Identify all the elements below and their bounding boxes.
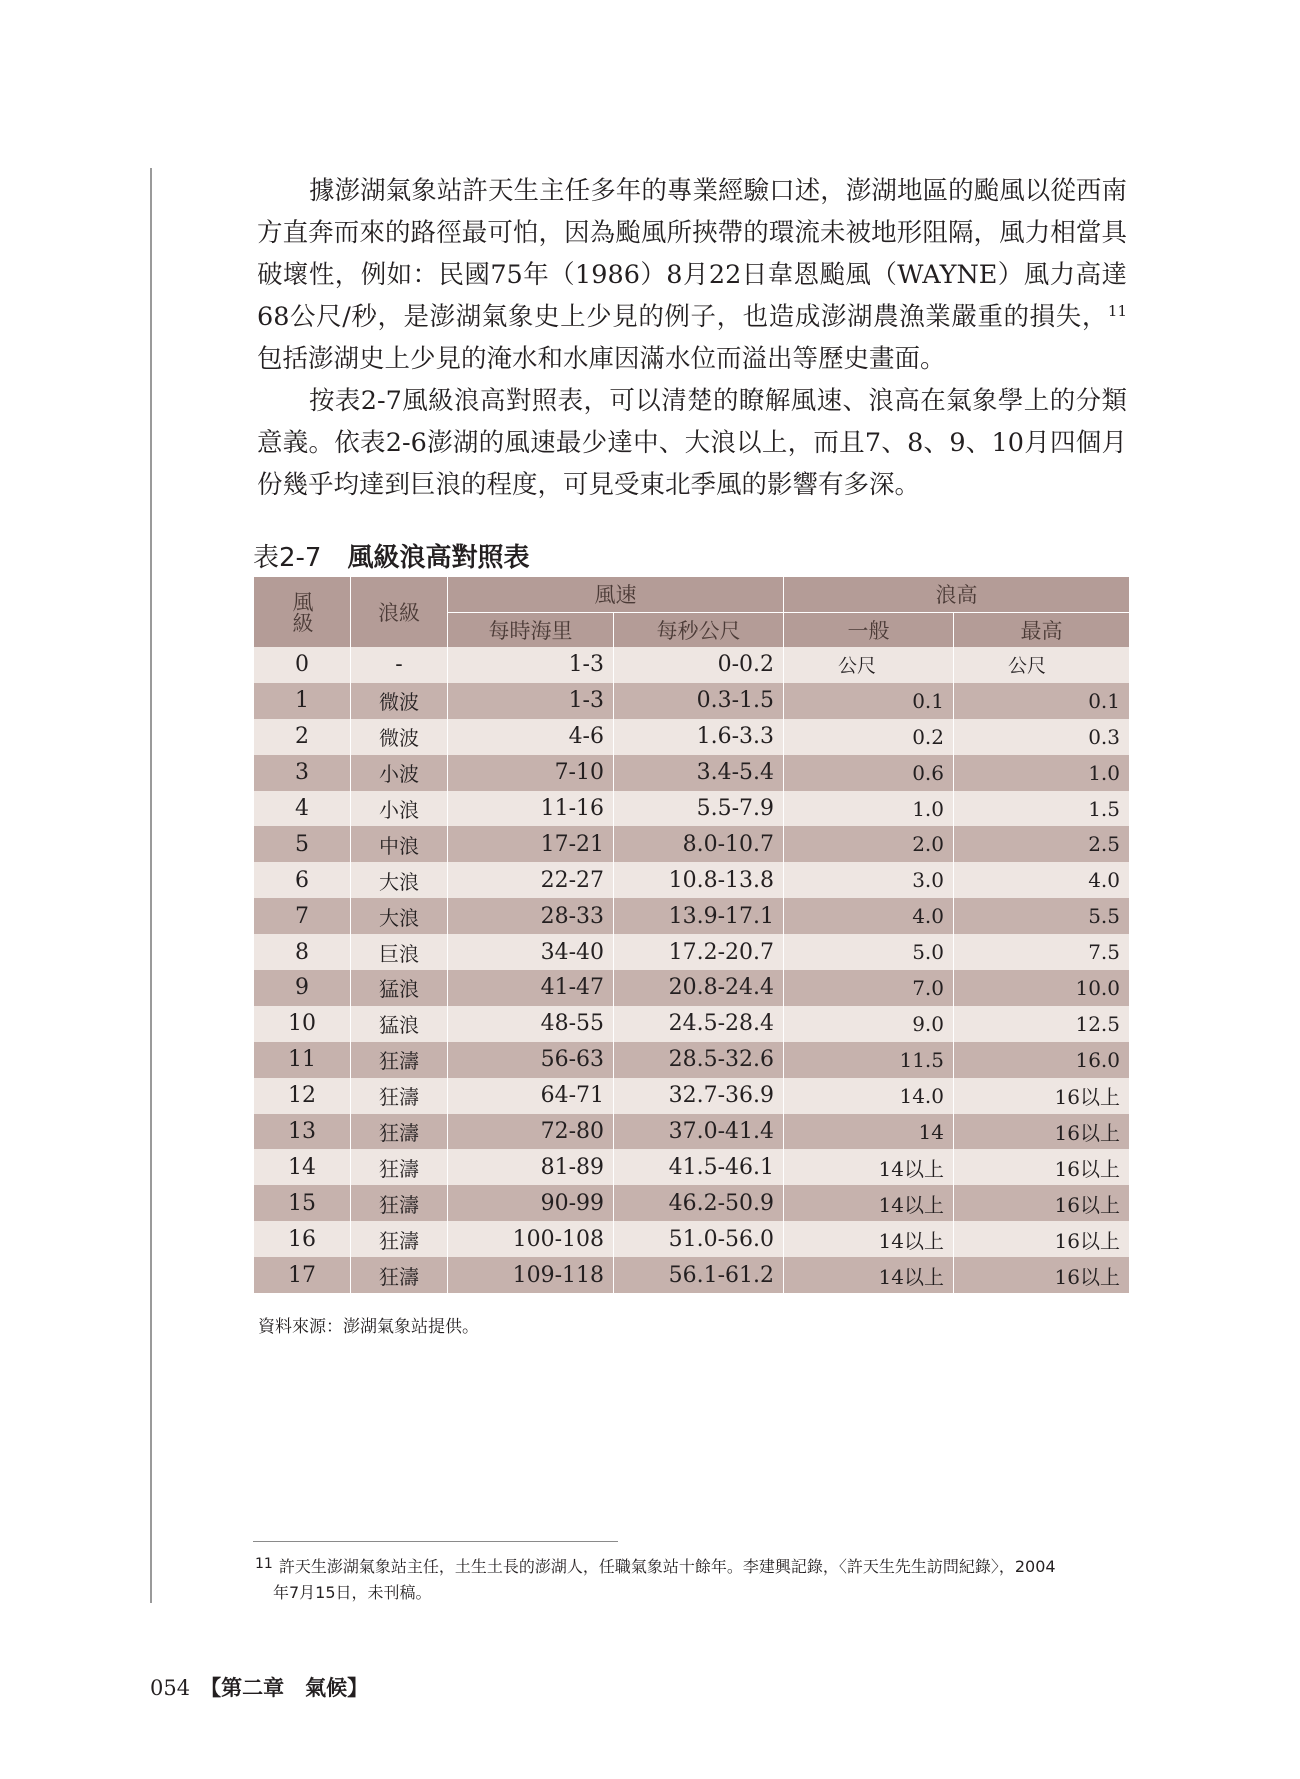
cell-wave-class: 微波 — [351, 719, 448, 755]
cell-mps: 13.9-17.1 — [614, 898, 784, 934]
footnote-ref[interactable]: 11 — [1107, 302, 1127, 320]
cell-max: 0.1 — [954, 683, 1130, 719]
cell-mps: 5.5-7.9 — [614, 791, 784, 827]
header-wind-speed: 風速 — [448, 577, 784, 612]
cell-knots: 17-21 — [448, 826, 614, 862]
cell-wave-class: 中浪 — [351, 826, 448, 862]
header-grade: 風級 — [254, 577, 351, 647]
cell-max: 16以上 — [954, 1149, 1130, 1185]
table-row — [254, 1185, 1130, 1221]
cell-grade: 13 — [254, 1114, 351, 1150]
chapter-label: 【第二章 氣候】 — [200, 1675, 369, 1700]
cell-grade: 12 — [254, 1078, 351, 1114]
cell-knots: 56-63 — [448, 1042, 614, 1078]
table-row — [254, 826, 1130, 862]
cell-knots: 81-89 — [448, 1149, 614, 1185]
cell-unit-max: 公尺 — [954, 647, 1130, 683]
cell-max: 16以上 — [954, 1221, 1130, 1257]
cell-normal: 14以上 — [784, 1149, 954, 1185]
header-mps: 每秒公尺 — [614, 612, 784, 647]
table-row — [254, 898, 1130, 934]
cell-grade: 4 — [254, 791, 351, 827]
cell-normal: 7.0 — [784, 970, 954, 1006]
cell-wave-class: 大浪 — [351, 862, 448, 898]
cell-normal: 0.6 — [784, 755, 954, 791]
cell-knots: 1-3 — [448, 683, 614, 719]
table-title: 風級浪高對照表 — [347, 543, 530, 573]
cell-mps: 17.2-20.7 — [614, 934, 784, 970]
cell-knots: 100-108 — [448, 1221, 614, 1257]
cell-mps: 0-0.2 — [614, 647, 784, 683]
cell-mps: 10.8-13.8 — [614, 862, 784, 898]
cell-grade: 10 — [254, 1006, 351, 1042]
table-row — [254, 1078, 1130, 1114]
cell-grade: 5 — [254, 826, 351, 862]
cell-normal: 0.2 — [784, 719, 954, 755]
table-row — [254, 755, 1130, 791]
cell-knots: 72-80 — [448, 1114, 614, 1150]
footnote — [255, 1551, 1135, 1606]
table-caption — [253, 537, 529, 574]
cell-mps: 0.3-1.5 — [614, 683, 784, 719]
cell-knots: 90-99 — [448, 1185, 614, 1221]
cell-mps: 28.5-32.6 — [614, 1042, 784, 1078]
cell-mps: 8.0-10.7 — [614, 826, 784, 862]
table-row — [254, 719, 1130, 755]
cell-wave-class: 狂濤 — [351, 1078, 448, 1114]
cell-grade: 16 — [254, 1221, 351, 1257]
cell-knots: 1-3 — [448, 647, 614, 683]
cell-normal: 14以上 — [784, 1185, 954, 1221]
cell-normal: 14 — [784, 1114, 954, 1150]
header-wave-height: 浪高 — [784, 577, 1130, 612]
cell-mps: 37.0-41.4 — [614, 1114, 784, 1150]
cell-normal: 14以上 — [784, 1257, 954, 1293]
header-max: 最高 — [954, 612, 1130, 647]
cell-normal: 2.0 — [784, 826, 954, 862]
cell-normal: 1.0 — [784, 791, 954, 827]
page-number: 054 — [150, 1676, 191, 1700]
cell-max: 4.0 — [954, 862, 1130, 898]
cell-mps: 3.4-5.4 — [614, 755, 784, 791]
table-row — [254, 1114, 1130, 1150]
cell-grade: 7 — [254, 898, 351, 934]
cell-max: 1.0 — [954, 755, 1130, 791]
cell-knots: 7-10 — [448, 755, 614, 791]
header-normal: 一般 — [784, 612, 954, 647]
cell-mps: 56.1-61.2 — [614, 1257, 784, 1293]
cell-grade: 6 — [254, 862, 351, 898]
cell-normal: 14.0 — [784, 1078, 954, 1114]
cell-wave-class: 微波 — [351, 683, 448, 719]
table-row — [254, 934, 1130, 970]
header-wave-class: 浪級 — [351, 577, 448, 647]
table-row — [254, 791, 1130, 827]
cell-knots: 109-118 — [448, 1257, 614, 1293]
cell-max: 2.5 — [954, 826, 1130, 862]
cell-knots: 11-16 — [448, 791, 614, 827]
cell-grade: 0 — [254, 647, 351, 683]
cell-knots: 48-55 — [448, 1006, 614, 1042]
cell-grade: 1 — [254, 683, 351, 719]
cell-knots: 28-33 — [448, 898, 614, 934]
cell-mps: 32.7-36.9 — [614, 1078, 784, 1114]
cell-max: 0.3 — [954, 719, 1130, 755]
cell-mps: 20.8-24.4 — [614, 970, 784, 1006]
cell-normal: 9.0 — [784, 1006, 954, 1042]
footnote-line-1: 許天生澎湖氣象站主任，土生土長的澎湖人，任職氣象站十餘年。李建興記錄，〈許天生先生訪問紀錄〉，2004 — [278, 1557, 1056, 1576]
cell-grade: 17 — [254, 1257, 351, 1293]
cell-wave-class: - — [351, 647, 448, 683]
cell-wave-class: 大浪 — [351, 898, 448, 934]
cell-normal: 4.0 — [784, 898, 954, 934]
cell-mps: 24.5-28.4 — [614, 1006, 784, 1042]
cell-wave-class: 猛浪 — [351, 1006, 448, 1042]
cell-max: 16以上 — [954, 1257, 1130, 1293]
cell-mps: 51.0-56.0 — [614, 1221, 784, 1257]
cell-knots: 64-71 — [448, 1078, 614, 1114]
cell-grade: 14 — [254, 1149, 351, 1185]
page-folio — [150, 1672, 368, 1702]
cell-wave-class: 猛浪 — [351, 970, 448, 1006]
table-row-unit — [254, 647, 1130, 683]
cell-normal: 14以上 — [784, 1221, 954, 1257]
cell-mps: 1.6-3.3 — [614, 719, 784, 755]
table-row — [254, 1006, 1130, 1042]
cell-grade: 11 — [254, 1042, 351, 1078]
cell-grade: 9 — [254, 970, 351, 1006]
cell-normal: 5.0 — [784, 934, 954, 970]
cell-grade: 8 — [254, 934, 351, 970]
table-row — [254, 683, 1130, 719]
cell-wave-class: 狂濤 — [351, 1257, 448, 1293]
footnote-rule — [253, 1541, 618, 1542]
wind-wave-table — [253, 577, 1130, 1293]
table-number: 表2-7 — [253, 543, 322, 573]
cell-max: 7.5 — [954, 934, 1130, 970]
cell-knots: 41-47 — [448, 970, 614, 1006]
table-row — [254, 1149, 1130, 1185]
header-knots: 每時海里 — [448, 612, 614, 647]
footnote-number: 11 — [255, 1556, 273, 1572]
table-row — [254, 1221, 1130, 1257]
cell-knots: 4-6 — [448, 719, 614, 755]
table-row — [254, 970, 1130, 1006]
paragraph-1: 據澎湖氣象站許天生主任多年的專業經驗口述，澎湖地區的颱風以從西南方直奔而來的路徑最可怕，因為颱風所挾帶的環流未被地形阻隔，風力相當具破壞性，例如：民國75年（1986）8月22日韋恩颱風（WAYNE）風力高達68公尺/秒，是澎湖氣象史上少見的例子，也造成澎湖農漁業嚴重的損失，$^{11}$包括澎湖史上少見的淹水和水庫因滿水位而溢出等歷史畫面。 — [257, 176, 1127, 374]
cell-grade: 2 — [254, 719, 351, 755]
cell-max: 16以上 — [954, 1114, 1130, 1150]
cell-wave-class: 狂濤 — [351, 1042, 448, 1078]
cell-wave-class: 巨浪 — [351, 934, 448, 970]
body-text — [257, 170, 1127, 506]
table-source: 資料來源：澎湖氣象站提供。 — [258, 1317, 479, 1337]
cell-normal: 11.5 — [784, 1042, 954, 1078]
table-row — [254, 1042, 1130, 1078]
cell-normal: 0.1 — [784, 683, 954, 719]
cell-wave-class: 狂濤 — [351, 1114, 448, 1150]
cell-max: 16以上 — [954, 1078, 1130, 1114]
cell-grade: 3 — [254, 755, 351, 791]
cell-wave-class: 狂濤 — [351, 1221, 448, 1257]
footnote-line-2: 年7月15日，未刊稿。 — [273, 1583, 432, 1602]
cell-wave-class: 小波 — [351, 755, 448, 791]
cell-wave-class: 小浪 — [351, 791, 448, 827]
cell-wave-class: 狂濤 — [351, 1149, 448, 1185]
cell-grade: 15 — [254, 1185, 351, 1221]
cell-max: 12.5 — [954, 1006, 1130, 1042]
cell-max: 1.5 — [954, 791, 1130, 827]
cell-max: 16以上 — [954, 1185, 1130, 1221]
cell-max: 16.0 — [954, 1042, 1130, 1078]
cell-wave-class: 狂濤 — [351, 1185, 448, 1221]
cell-knots: 34-40 — [448, 934, 614, 970]
cell-max: 10.0 — [954, 970, 1130, 1006]
cell-normal: 3.0 — [784, 862, 954, 898]
cell-mps: 41.5-46.1 — [614, 1149, 784, 1185]
cell-max: 5.5 — [954, 898, 1130, 934]
paragraph-2: 按表2-7風級浪高對照表，可以清楚的瞭解風速、浪高在氣象學上的分類意義。依表2-6澎湖的風速最少達中、大浪以上，而且7、8、9、10月四個月份幾乎均達到巨浪的程度，可見受東北季風的影響有多深。 — [257, 386, 1127, 500]
margin-rule — [150, 168, 152, 1603]
table-row — [254, 1257, 1130, 1293]
cell-mps: 46.2-50.9 — [614, 1185, 784, 1221]
cell-knots: 22-27 — [448, 862, 614, 898]
cell-unit-normal: 公尺 — [784, 647, 954, 683]
table-row — [254, 862, 1130, 898]
